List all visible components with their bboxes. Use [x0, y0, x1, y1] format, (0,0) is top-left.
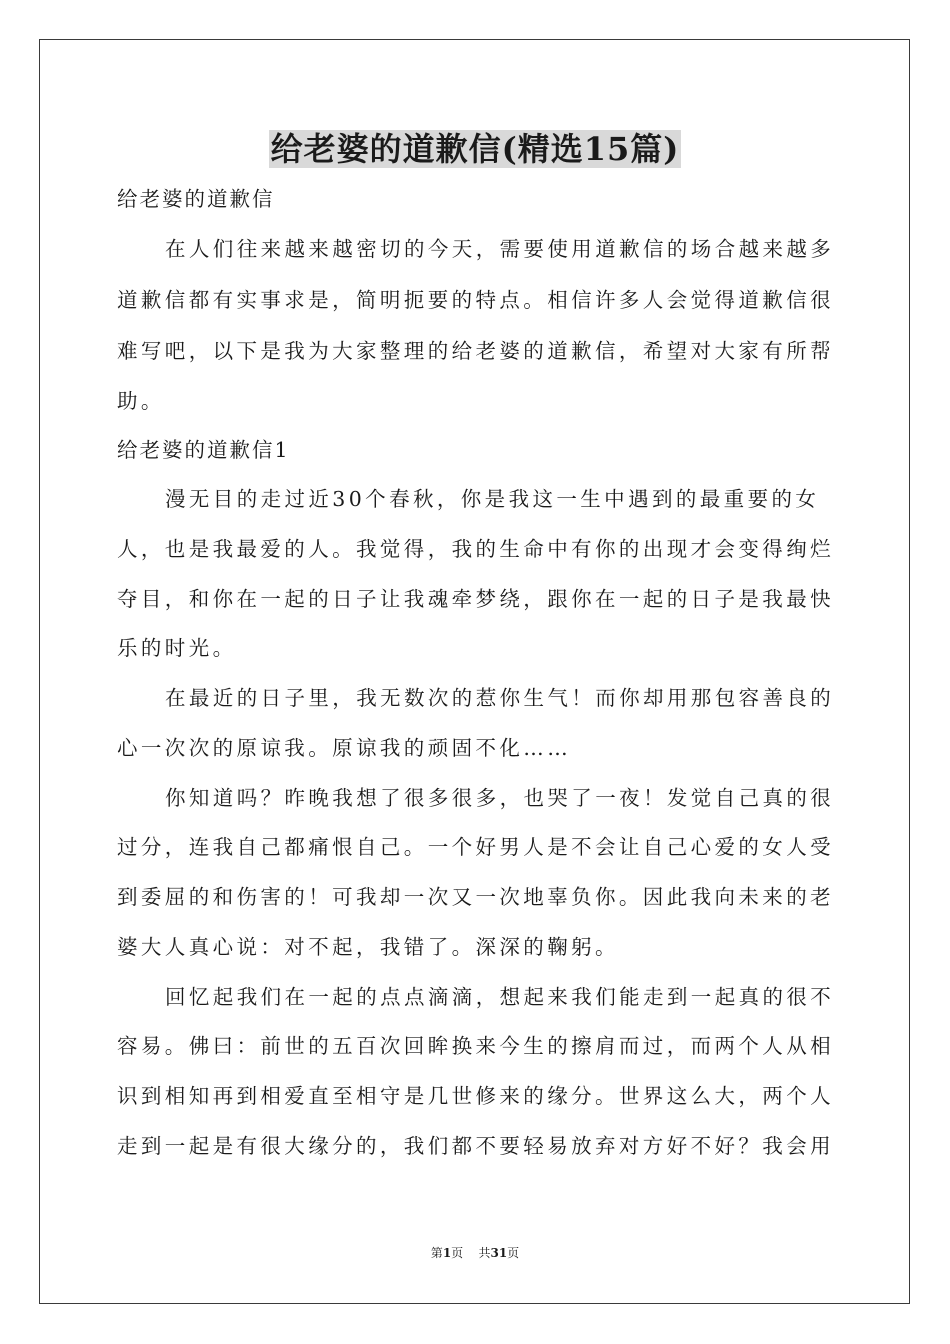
paragraph-line: 漫无目的走过近30个春秋，你是我这一生中遇到的最重要的女 [165, 487, 820, 511]
footer-total-prefix: 共 [478, 1246, 491, 1260]
footer-total-suffix: 页 [507, 1246, 520, 1260]
paragraph-line: 过分，连我自己都痛恨自己。一个好男人是不会让自己心爱的女人受 [117, 835, 834, 859]
paragraph-line: 识到相知再到相爱直至相守是几世修来的缘分。世界这么大，两个人 [117, 1084, 834, 1108]
paragraph-line: 你知道吗？昨晚我想了很多很多，也哭了一夜！发觉自己真的很 [165, 786, 835, 810]
paragraph-line: 回忆起我们在一起的点点滴滴，想起来我们能走到一起真的很不 [165, 985, 835, 1009]
footer-page-current: 1 [442, 1246, 452, 1260]
footer-page-suffix: 页 [451, 1246, 464, 1260]
page-footer [0, 1244, 950, 1261]
paragraph-line: 在最近的日子里，我无数次的惹你生气！而你却用那包容善良的 [165, 686, 835, 710]
paragraph-line: 助。 [117, 389, 165, 413]
paragraph-line: 道歉信都有实事求是，简明扼要的特点。相信许多人会觉得道歉信很 [117, 288, 834, 312]
paragraph-line: 夺目，和你在一起的日子让我魂牵梦绕，跟你在一起的日子是我最快 [117, 587, 834, 611]
document-title-text: 给老婆的道歉信(精选15篇) [270, 130, 680, 168]
paragraph-line: 难写吧，以下是我为大家整理的给老婆的道歉信，希望对大家有所帮 [117, 339, 834, 363]
footer-page-prefix: 第 [430, 1246, 443, 1260]
page-border [39, 39, 910, 1304]
paragraph-line: 婆大人真心说：对不起，我错了。深深的鞠躬。 [117, 935, 619, 959]
paragraph-line: 乐的时光。 [117, 636, 237, 660]
paragraph-line: 到委屈的和伤害的！可我却一次又一次地辜负你。因此我向未来的老 [117, 885, 834, 909]
section-heading-main: 给老婆的道歉信 [117, 187, 275, 211]
document-title [0, 128, 950, 176]
paragraph-line: 走到一起是有很大缘分的，我们都不要轻易放弃对方好不好？我会用 [117, 1134, 834, 1158]
paragraph-line: 容易。佛曰：前世的五百次回眸换来今生的擦肩而过，而两个人从相 [117, 1034, 834, 1058]
section-heading-1: 给老婆的道歉信1 [117, 438, 290, 462]
paragraph-line: 在人们往来越来越密切的今天，需要使用道歉信的场合越来越多 [165, 237, 835, 261]
paragraph-line: 心一次次的原谅我。原谅我的顽固不化…… [117, 736, 572, 760]
paragraph-line: 人，也是我最爱的人。我觉得，我的生命中有你的出现才会变得绚烂 [117, 537, 834, 561]
footer-page-total: 31 [490, 1246, 508, 1260]
